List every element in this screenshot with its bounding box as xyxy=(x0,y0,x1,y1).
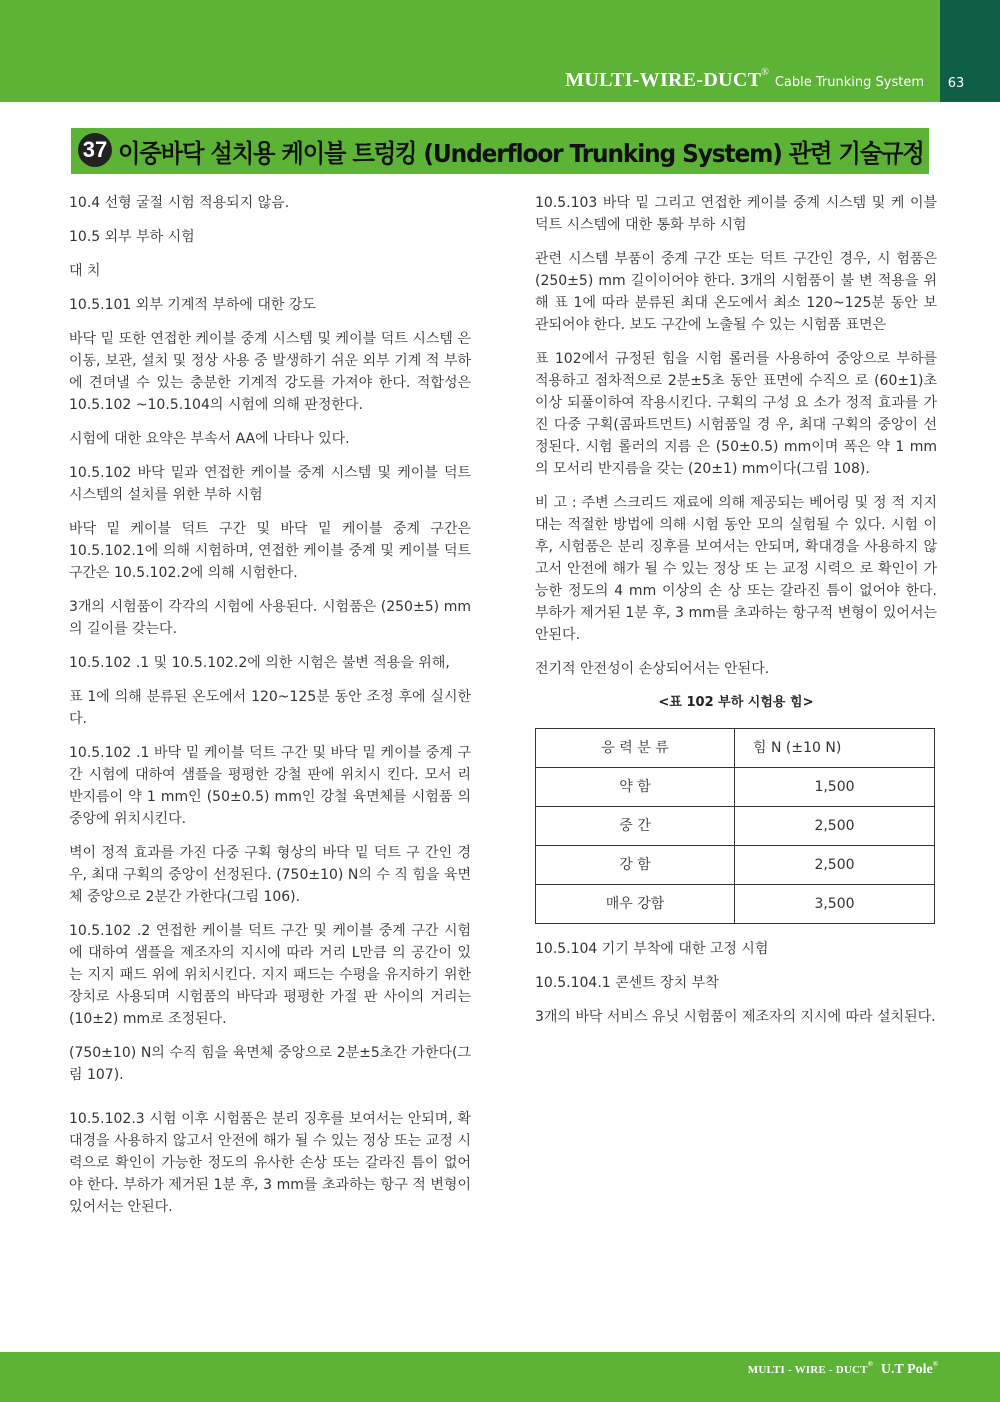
paragraph: 10.5.101 외부 기계적 부하에 대한 강도 xyxy=(69,297,316,313)
table-row xyxy=(536,885,935,924)
footer-brand-registered-mark: ® xyxy=(867,1360,873,1368)
table-header-row xyxy=(536,729,935,768)
paragraph: 10.5.102 .2 연접한 케이블 덕트 구간 및 케이블 중계 구간 시험 에 대하여 샘플을 제조자의 지시에 따라 거리 L만큼 의 공간이 있는 지지 패드 위에 위치시킨다. 지지 패드는 수평을 유지하기 위한 장치로 사용되며 시험품의 바닥과 평평한 가절 판 사이의 거리는 (10±2) mm로 조정된다. xyxy=(69,923,471,1027)
table-header-force: 힘 N (±10 N) xyxy=(735,729,935,768)
paragraph: 10.4 선형 굴절 시험 적용되지 않음. xyxy=(69,195,290,211)
table-cell-force: 1,500 xyxy=(735,768,935,807)
paragraph: 10.5.102 바닥 밑과 연접한 케이블 중계 시스템 및 케이블 덕트 시스템의 설치를 위한 부하 시험 xyxy=(69,465,471,503)
paragraph: 10.5 외부 부하 시험 xyxy=(69,229,195,245)
paragraph: 표 1에 의해 분류된 온도에서 120~125분 동안 조정 후에 실시한다. xyxy=(69,689,471,727)
paragraph: 10.5.103 바닥 밑 그리고 연접한 케이블 중계 시스템 및 케 이블 덕트 시스템에 대한 통화 부하 시험 xyxy=(535,195,937,233)
table-cell-category: 강 함 xyxy=(536,846,735,885)
paragraph: (750±10) N의 수직 힘을 육면체 중앙으로 2분±5초간 가한다(그 림 107). xyxy=(69,1045,471,1083)
paragraph: 시험에 대한 요약은 부속서 AA에 나타나 있다. xyxy=(69,431,350,447)
paragraph: 10.5.104.1 콘센트 장치 부착 xyxy=(535,975,719,991)
paragraph: 10.5.104 기기 부착에 대한 고정 시험 xyxy=(535,941,769,957)
paragraph: 바닥 밑 케이블 덕트 구간 및 바닥 밑 케이블 중계 구간은 10.5.102.1에 의해 시험하며, 연접한 케이블 중계 및 케이블 덕트 구간은 10.5.102.2에 의해 시험한다. xyxy=(69,521,471,581)
header-brand xyxy=(565,69,924,92)
table-cell-category: 중 간 xyxy=(536,807,735,846)
brand-registered-mark: ® xyxy=(761,67,769,78)
left-column xyxy=(69,192,471,1230)
page-number: 63 xyxy=(947,76,965,91)
paragraph: 비 고 : 주변 스크리드 재료에 의해 제공되는 베어링 및 정 적 지지대는 적절한 방법에 의해 시험 동안 모의 실험될 수 있다. 시험 이후, 시험품은 분리 징후를 보여서는 안되며, 확대경을 사용하지 않고서 안전에 해가 될 수 있는 정상 또 는 교정 시력으 로 확인이 가능한 정도의 4 mm 이상의 손 상 또는 갈라진 틈이 없어야 한다. 부하가 제거된 1분 후, 3 mm를 초과하는 항구적 변형이 있어서는 안된다. xyxy=(535,495,937,643)
page-title: 이중바닥 설치용 케이블 트렁킹 (Underfloor Trunking System) 관련 기술규정 xyxy=(118,139,924,168)
paragraph: 3개의 시험품이 각각의 시험에 사용된다. 시험품은 (250±5) mm 의 길이를 갖는다. xyxy=(69,599,471,637)
paragraph: 전기적 안전성이 손상되어서는 안된다. xyxy=(535,661,770,677)
paragraph: 10.5.102.3 시험 이후 시험품은 분리 징후를 보여서는 안되며, 확대경을 사용하지 않고서 안전에 해가 될 수 있는 정상 또는 교정 시력으로 확인이 가능한 정도의 유사한 손상 또는 갈라진 틈이 없어야 한다. 부하가 제거된 1분 후, 3 mm를 초과하는 항구 적 변형이 있어서는 안된다. xyxy=(69,1111,471,1215)
section-number-badge: 37 xyxy=(78,133,112,167)
paragraph: 10.5.102 .1 바닥 밑 케이블 덕트 구간 및 바닥 밑 케이블 중계 구간 시험에 대하여 샘플을 평평한 강철 판에 위치시 킨다. 모서 리 반지름이 약 1 mm인 (50±0.5) mm인 강철 육면체를 시험품 의 중앙에 위치시킨다. xyxy=(69,745,471,827)
footer-product-name: U.T Pole xyxy=(880,1362,933,1377)
footer-brand-name: MULTI - WIRE - DUCT xyxy=(747,1364,868,1376)
footer-product-registered-mark: ® xyxy=(932,1360,938,1368)
brand-subtitle: Cable Trunking System xyxy=(774,75,924,90)
table-row xyxy=(536,768,935,807)
right-column xyxy=(535,192,937,1040)
table-caption: <표 102 부하 시험용 힘> xyxy=(658,695,814,710)
table-row xyxy=(536,846,935,885)
table-header-category: 응 력 분 류 xyxy=(536,729,735,768)
table-cell-category: 매우 강함 xyxy=(536,885,735,924)
paragraph: 대 치 xyxy=(69,263,101,279)
paragraph: 3개의 바닥 서비스 유닛 시험품이 제조자의 지시에 따라 설치된다. xyxy=(535,1009,936,1025)
table-cell-category: 약 함 xyxy=(536,768,735,807)
table-cell-force: 2,500 xyxy=(735,846,935,885)
paragraph: 관련 시스템 부품이 중계 구간 또는 덕트 구간인 경우, 시 험품은 (250±5) mm 길이이어야 한다. 3개의 시험품이 불 변 적용을 위해 표 1에 따라 분류된 최대 온도에서 최소 120~125분 동안 보관되어야 한다. 보도 구간에 노출될 수 있는 시험품 표면은 xyxy=(535,251,937,333)
table-row xyxy=(536,807,935,846)
paragraph: 10.5.102 .1 및 10.5.102.2에 의한 시험은 불변 적용을 위해, xyxy=(69,655,450,671)
load-force-table xyxy=(535,728,935,924)
brand-name: MULTI-WIRE-DUCT xyxy=(565,69,762,91)
paragraph: 벽이 정적 효과를 가진 다중 구획 형상의 바닥 밑 덕트 구 간인 경우, 최대 구획의 중앙이 선정된다. (750±10) N의 수 직 힘을 육면체 중앙으로 2분간 가한다(그림 106). xyxy=(69,845,471,905)
paragraph: 표 102에서 규정된 힘을 시험 롤러를 사용하여 중앙으로 부하를 적용하고 점차적으로 2분±5초 동안 표면에 수직으 로 (60±1)초 이상 되풀이하여 작용시킨다. 구획의 구성 요 소가 정적 효과를 가진 다중 구획(콤파트먼트) 시험품일 경 우, 최대 구획의 중앙이 선정된다. 시험 롤러의 지름 은 (50±0.5) mm이며 폭은 약 1 mm 의 모서리 반지름을 갖는 (20±1) mm이다(그림 108). xyxy=(535,351,937,477)
paragraph: 바닥 밑 또한 연접한 케이블 중계 시스템 및 케이블 덕트 시스템 은 이동, 보관, 설치 및 정상 사용 중 발생하기 쉬운 외부 기계 적 부하에 견뎌낼 수 있는 충분한 기계적 강도를 가져야 한다. 적합성은 10.5.102 ~10.5.104의 시험에 의해 판정한다. xyxy=(69,331,471,413)
footer-brand xyxy=(748,1360,938,1378)
table-cell-force: 3,500 xyxy=(735,885,935,924)
table-cell-force: 2,500 xyxy=(735,807,935,846)
